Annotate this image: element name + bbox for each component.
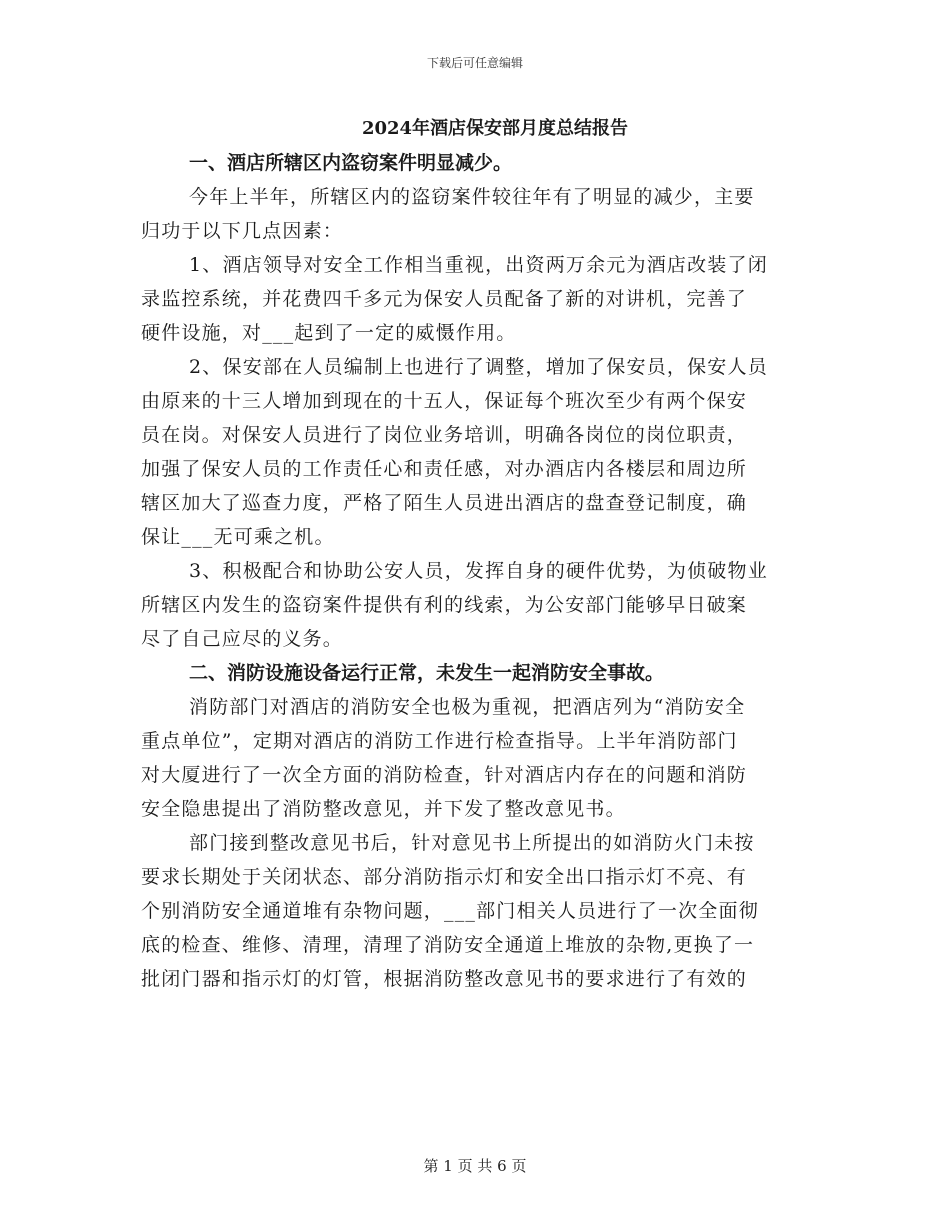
paragraph-line: 部门接到整改意见书后，针对意见书上所提出的如消防火门未按 [189, 832, 755, 854]
paragraph-line: 个别消防安全通道堆有杂物问题，___部门相关人员进行了一次全面彻 [141, 900, 759, 922]
paragraph-line: 加强了保安人员的工作责任心和责任感，对办酒店内各楼层和周边所 [141, 458, 748, 480]
paragraph-line: 辖区加大了巡查力度，严格了陌生人员进出酒店的盘查登记制度，确 [141, 492, 748, 514]
document-body [141, 112, 809, 996]
paragraph-line: 3、积极配合和协助公安人员，发挥自身的硬件优势，为侦破物业 [189, 560, 768, 582]
paragraph-line: 尽了自己应尽的义务。 [141, 628, 344, 650]
section-heading-2: 二、消防设施设备运行正常，未发生一起消防安全事故。 [189, 662, 665, 684]
paragraph-line: 对大厦进行了一次全方面的消防检查，针对酒店内存在的问题和消防 [141, 764, 748, 786]
paragraph-line: 重点单位”，定期对酒店的消防工作进行检查指导。上半年消防部门 [141, 730, 738, 752]
section-heading-1: 一、酒店所辖区内盗窃案件明显减少。 [189, 152, 513, 174]
paragraph-line: 底的检查、维修、清理，清理了消防安全通道上堆放的杂物,更换了一 [141, 934, 755, 956]
document-title: 2024年酒店保安部月度总结报告 [361, 118, 629, 139]
paragraph-line: 要求长期处于关闭状态、部分消防指示灯和安全出口指示灯不亮、有 [141, 866, 748, 888]
paragraph-line: 员在岗。对保安人员进行了岗位业务培训，明确各岗位的岗位职责， [141, 424, 748, 446]
paragraph-line: 硬件设施，对___起到了一定的威慑作用。 [141, 322, 517, 344]
page-number: 第 1 页 共 6 页 [423, 1157, 527, 1175]
paragraph-line: 所辖区内发生的盗窃案件提供有利的线索，为公安部门能够早日破案 [141, 594, 748, 616]
paragraph-line: 归功于以下几点因素： [141, 220, 344, 242]
paragraph-line: 2、保安部在人员编制上也进行了调整，增加了保安员，保安人员 [189, 356, 768, 378]
paragraph-line: 今年上半年，所辖区内的盗窃案件较往年有了明显的减少，主要 [189, 186, 755, 208]
paragraph-line: 批闭门器和指示灯的灯管，根据消防整改意见书的要求进行了有效的 [141, 968, 748, 990]
paragraph-line: 保让___无可乘之机。 [141, 526, 335, 548]
header-note: 下载后可任意编辑 [426, 56, 523, 70]
paragraph-line: 录监控系统，并花费四千多元为保安人员配备了新的对讲机，完善了 [141, 288, 748, 310]
paragraph-line: 安全隐患提出了消防整改意见，并下发了整改意见书。 [141, 798, 626, 820]
paragraph-line: 消防部门对酒店的消防安全也极为重视，把酒店列为“消防安全 [189, 696, 746, 718]
paragraph-line: 由原来的十三人增加到现在的十五人，保证每个班次至少有两个保安 [141, 390, 748, 412]
paragraph-line: 1、酒店领导对安全工作相当重视，出资两万余元为酒店改装了闭 [189, 254, 768, 276]
